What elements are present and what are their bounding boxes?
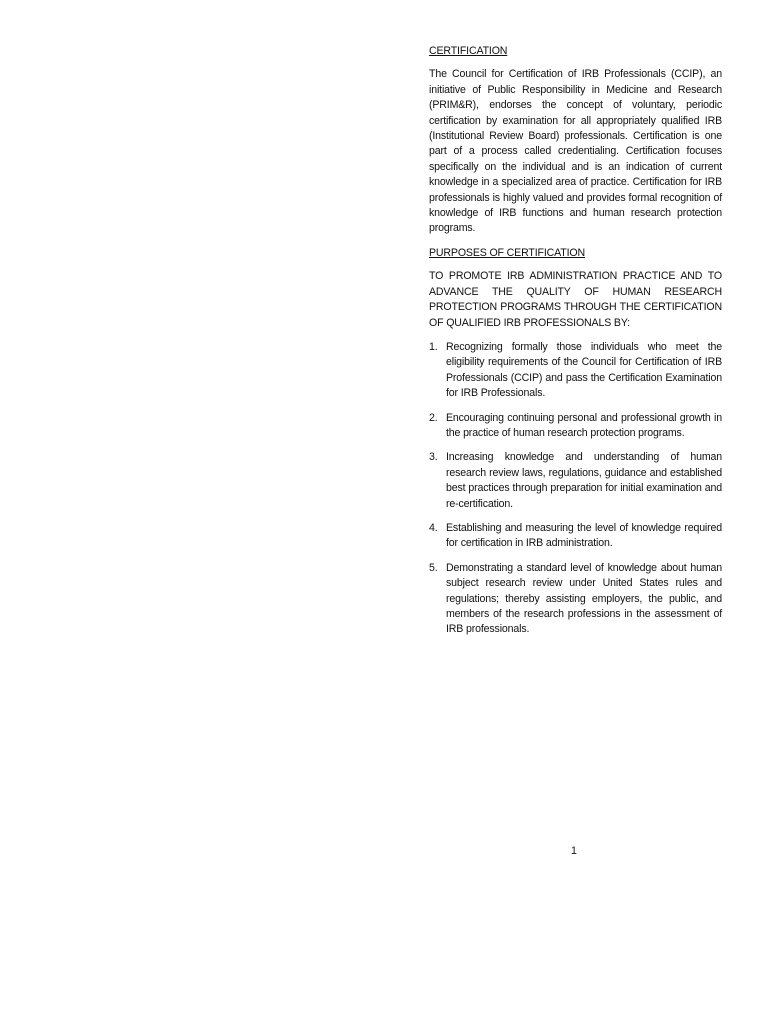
- purpose-text: Recognizing formally those individuals who meet the eligibility requirements of the Council for Certification of IRB Professionals (CCIP) and pass the Certification Examination for IRB Professionals.: [446, 340, 722, 400]
- purpose-item-3: [429, 450, 722, 512]
- certification-heading: CERTIFICATION: [429, 45, 508, 57]
- purpose-number: 2.: [429, 411, 438, 424]
- purpose-text: Demonstrating a standard level of knowledge about human subject research review under United States rules and regulations; thereby assisting employers, the public, and members of the research professions in the assessment of IRB professionals.: [446, 561, 722, 636]
- purpose-item-4: [429, 521, 722, 552]
- purposes-intro: TO PROMOTE IRB ADMINISTRATION PRACTICE AND TO ADVANCE THE QUALITY OF HUMAN RESEARCH PROTECTION PROGRAMS THROUGH THE CERTIFICATION OF QUALIFIED IRB PROFESSIONALS BY:: [429, 270, 722, 329]
- purpose-number: 4.: [429, 521, 438, 534]
- purpose-text: Increasing knowledge and understanding of human research review laws, regulations, guidance and established best practices through preparation for initial examination and re-certification.: [446, 451, 722, 510]
- purpose-text: Encouraging continuing personal and professional growth in the practice of human research protection programs.: [446, 411, 722, 439]
- purpose-number: 5.: [429, 561, 438, 574]
- page-number: 1: [571, 845, 577, 857]
- purpose-item-2: [429, 411, 722, 442]
- document-column: [429, 44, 722, 647]
- purpose-number: 3.: [429, 451, 438, 464]
- certification-paragraph: The Council for Certification of IRB Professionals (CCIP), an initiative of Public Responsibility in Medicine and Research (PRIM&R), endorses the concept of voluntary, periodic certification by examination for all appropriately qualified IRB (Institutional Review Board) professionals. Certification is one part of a process called credentialing. Certification focuses specifically on the individual and is an indication of current knowledge in a specialized area of practice. Certification for IRB professionals is highly valued and provides formal recognition of knowledge of IRB functions and human research protection programs.: [429, 68, 722, 235]
- purpose-text: Establishing and measuring the level of knowledge required for certification in IRB administration.: [446, 521, 722, 550]
- purposes-list: [429, 340, 722, 638]
- purpose-item-1: [429, 340, 722, 402]
- purpose-item-5: [429, 561, 722, 638]
- purposes-heading: PURPOSES OF CERTIFICATION: [429, 246, 585, 259]
- purpose-number: 1.: [429, 340, 438, 353]
